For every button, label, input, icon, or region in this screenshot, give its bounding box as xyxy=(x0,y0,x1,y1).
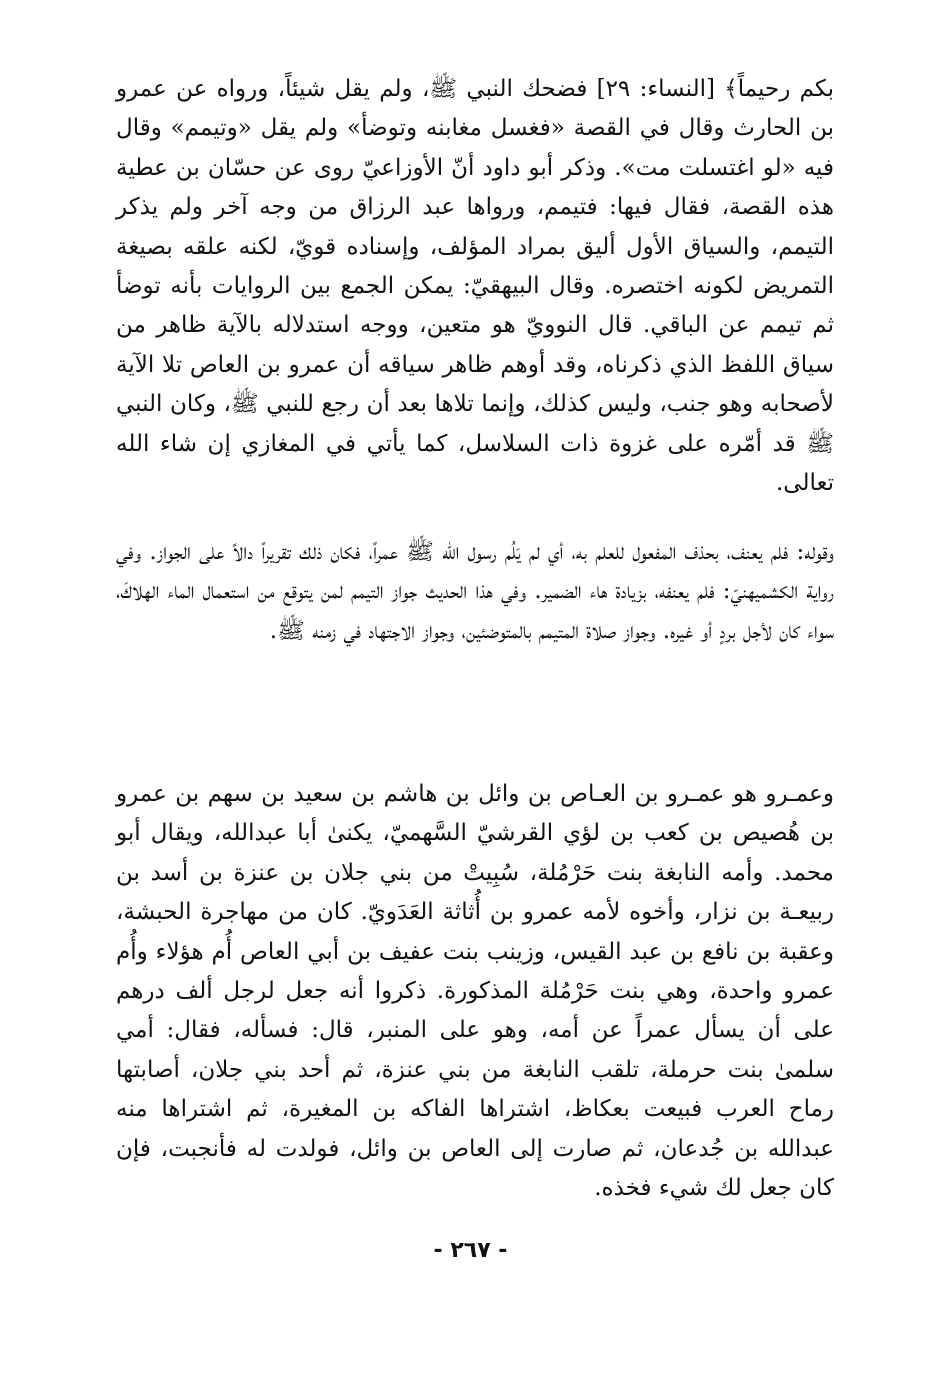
paragraph-3: وعمـرو هو عمـرو بن العـاص بن وائل بن هاشم بن سعيد بن سهم بن عمرو بن هُصيص بن كعب بن لؤي القرشيّ السَّهميّ، يكنىٰ أبا عبدالله، ويقال أبو محمد. وأمه النابغة بنت حَرْمُلة، سُبِيتْ من بني جلان بن عنزة بن أسد بن ربيعـة بن نزار، وأخوه لأمه عمرو بن أُثاثة العَدَويّ. كان من مهاجرة الحبشة، وعقبة بن نافع بن عبد القيس، وزينب بنت عفيف بن أبي العاص أُم هؤلاء وأُم عمرو واحدة، وهي بنت حَرْمُلة المذكورة. ذكروا أنه جعل لرجل ألف درهم على أن يسأل عمراً عن أمه، وهو على المنبر، قال: فسأله، فقال: أمي سلمىٰ بنت حرملة، تلقب النابغة من بني عنزة، ثم أحد بني جلان، أصابتها رماح العرب فبيعت بعكاظ، اشتراها الفاكه بن المغيرة، ثم اشتراها منه عبدالله بن جُدعان، ثم صارت إلى العاص بن وائل، فولدت له فأنجبت، فإن كان جعل لك شيء فخذه. xyxy=(116,781,834,1202)
paragraph-1: بكم رحيماً﴾ [النساء: ٢٩] فضحك النبي ﷺ، ولم يقل شيئاً، ورواه عن عمرو بن الحارث وقال في القصة «فغسل مغابنه وتوضأ» ولم يقل «وتيمم» وقال فيه «لو اغتسلت مت». وذكر أبو داود أنّ الأوزاعيّ روى عن حسّان بن عطية هذه القصة، فقال فيها: فتيمم، ورواها عبد الرزاق من وجه آخر ولم يذكر التيمم، والسياق الأول أليق بمراد المؤلف، وإسناده قويّ، لكنه علقه بصيغة التمريض لكونه اختصره. وقال البيهقيّ: يمكن الجمع بين الروايات بأنه توضأ ثم تيمم عن الباقي. قال النوويّ هو متعين، ووجه استدلاله بالآية ظاهر من سياق اللفظ الذي ذكرناه، وقد أوهم ظاهر سياقه أن عمرو بن العاص تلا الآية لأصحابه وهو جنب، وليس كذلك، وإنما تلاها بعد أن رجع للنبي ﷺ، وكان النبي ﷺ قد أمّره على غزوة ذات السلاسل، كما يأتي في المغازي إن شاء الله تعالى. xyxy=(116,76,834,497)
paragraph-2: وقوله: فلم يعنف، بحذف المفعول للعلم به، أي لم يَلُم رسول الله ﷺ عمراً، فكان ذلك تقريراً دالاً على الجواز. وفي رواية الكشميهنيّ: فلم يعنفه، بزيادة هاء الضمير. وفي هذا الحديث جواز التيمم لمن يتوقع من استعمال الماء الهلاكَ، سواء كان لأجل بردٍ أو غيره. وجواز صلاة المتيمم بالمتوضئين، وجواز الاجتهاد في زمنه ﷺ. xyxy=(116,539,834,644)
page-number: - ٢٦٧ - xyxy=(433,1238,508,1263)
